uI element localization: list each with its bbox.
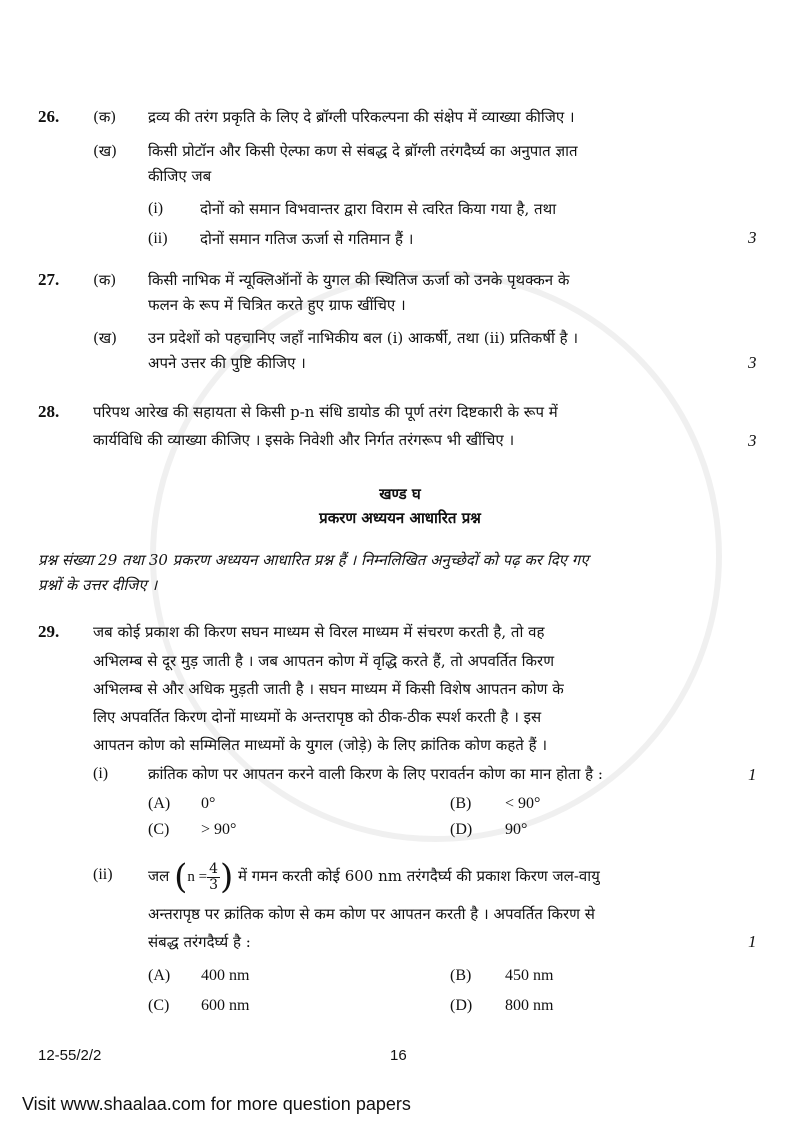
q26-marks: 3 — [748, 228, 757, 247]
option-label: (C) — [148, 821, 170, 838]
q28-number: 28. — [38, 402, 60, 421]
q26-b-text1: किसी प्रोटॉन और किसी ऐल्फा कण से संबद्ध दे ब्रॉग्ली तरंगदैर्घ्य का अनुपात ज्ञात — [148, 142, 578, 160]
option-label: (D) — [450, 997, 473, 1014]
q29-para-line4: लिए अपवर्तित किरण दोनों माध्यमों के अन्तरापृष्ठ को ठीक-ठीक स्पर्श करती है । इस — [93, 708, 542, 726]
q29-para-line5: आपतन कोण को सम्मिलित माध्यमों के युगल (जोड़े) के लिए क्रांतिक कोण कहते हैं । — [93, 736, 548, 754]
q27-number: 27. — [38, 270, 60, 289]
q29-number: 29. — [38, 622, 60, 641]
q26-b-text2: कीजिए जब — [148, 167, 212, 185]
option-text: 400 nm — [201, 967, 250, 984]
q26-ii-text: दोनों समान गतिज ऊर्जा से गतिमान हैं । — [200, 230, 414, 248]
q29-ii-n: n = — [187, 869, 208, 885]
right-paren: ) — [220, 857, 234, 897]
option-text: 800 nm — [505, 997, 554, 1014]
page-number: 16 — [390, 1047, 407, 1064]
q27-a-label: (क) — [93, 271, 117, 289]
q27-b-label: (ख) — [93, 329, 117, 347]
section-subtitle: प्रकरण अध्ययन आधारित प्रश्न — [319, 509, 481, 527]
option-text: 600 nm — [201, 997, 250, 1014]
q29-para-line2: अभिलम्ब से दूर मुड़ जाती है । जब आपतन कोण में वृद्धि करते हैं, तो अपवर्तित किरण — [93, 652, 555, 670]
option-label: (B) — [450, 795, 472, 812]
visit-link[interactable]: Visit www.shaalaa.com for more question papers — [22, 1094, 411, 1114]
q26-i-text: दोनों को समान विभवान्तर द्वारा विराम से त्वरित किया गया है, तथा — [200, 200, 557, 218]
q26-number: 26. — [38, 107, 60, 126]
q26-i-label: (i) — [148, 200, 164, 217]
left-paren: ( — [174, 857, 188, 897]
q29-i-text: क्रांतिक कोण पर आपतन करने वाली किरण के लिए परावर्तन कोण का मान होता है : — [148, 765, 603, 783]
q28-marks: 3 — [748, 431, 757, 450]
option-label: (A) — [148, 967, 171, 984]
q27-a-text2: फलन के रूप में चित्रित करते हुए ग्राफ खींचिए । — [148, 296, 406, 314]
option-label: (A) — [148, 795, 171, 812]
section-instruction-2: प्रश्नों के उत्तर दीजिए । — [38, 576, 158, 594]
option-text: < 90° — [505, 795, 541, 812]
q29-ii-first-line — [148, 848, 600, 904]
option-text: 450 nm — [505, 967, 554, 984]
section-instruction-1: प्रश्न संख्या 29 तथा 30 प्रकरण अध्ययन आधारित प्रश्न हैं । निम्नलिखित अनुच्छेदों को पढ़ कर दिए गए — [38, 551, 589, 569]
q29-ii-text2: अन्तरापृष्ठ पर क्रांतिक कोण से कम कोण पर आपतन करती है । अपवर्तित किरण से — [148, 905, 595, 923]
option-text: 90° — [505, 821, 528, 838]
q29-i-marks: 1 — [748, 765, 757, 784]
option-label: (D) — [450, 821, 473, 838]
q29-ii-pre: जल — [148, 867, 170, 885]
q27-a-text1: किसी नाभिक में न्यूक्लिऑनों के युगल की स्थितिज ऊर्जा को उनके पृथक्कन के — [148, 271, 570, 289]
fraction-denominator: 3 — [209, 876, 218, 893]
section-title: खण्ड घ — [379, 485, 421, 503]
fraction — [207, 862, 220, 893]
q26-ii-label: (ii) — [148, 230, 168, 247]
option-label: (B) — [450, 967, 472, 984]
option-text: > 90° — [201, 821, 237, 838]
option-label: (C) — [148, 997, 170, 1014]
q28-text1: परिपथ आरेख की सहायता से किसी p-n संधि डायोड की पूर्ण तरंग दिष्टकारी के रूप में — [93, 403, 558, 421]
q26-a-label: (क) — [93, 108, 117, 126]
q28-text2: कार्यविधि की व्याख्या कीजिए । इसके निवेशी और निर्गत तरंगरूप भी खींचिए । — [93, 431, 515, 449]
q26-b-label: (ख) — [93, 142, 117, 160]
q27-b-text1: उन प्रदेशों को पहचानिए जहाँ नाभिकीय बल (i) आकर्षी, तथा (ii) प्रतिकर्षी है । — [148, 329, 579, 347]
q29-ii-text1: में गमन करती कोई 600 nm तरंगदैर्घ्य की प्रकाश किरण जल-वायु — [238, 867, 600, 885]
q29-para-line1: जब कोई प्रकाश की किरण सघन माध्यम से विरल माध्यम में संचरण करती है, तो वह — [93, 623, 545, 641]
q29-para-line3: अभिलम्ब से और अधिक मुड़ती जाती है । सघन माध्यम में किसी विशेष आपतन कोण के — [93, 680, 564, 698]
q27-b-text2: अपने उत्तर की पुष्टि कीजिए । — [148, 354, 306, 372]
option-text: 0° — [201, 795, 216, 812]
q26-a-text: द्रव्य की तरंग प्रकृति के लिए दे ब्रॉग्ली परिकल्पना की संक्षेप में व्याख्या कीजिए । — [148, 108, 575, 126]
q27-marks: 3 — [748, 353, 757, 372]
q29-ii-marks: 1 — [748, 932, 757, 951]
q29-ii-label: (ii) — [93, 866, 113, 883]
q29-ii-text3: संबद्ध तरंगदैर्घ्य है : — [148, 933, 251, 951]
paper-code: 12-55/2/2 — [38, 1047, 102, 1064]
q29-i-label: (i) — [93, 765, 109, 782]
fraction-numerator: 4 — [209, 860, 218, 877]
